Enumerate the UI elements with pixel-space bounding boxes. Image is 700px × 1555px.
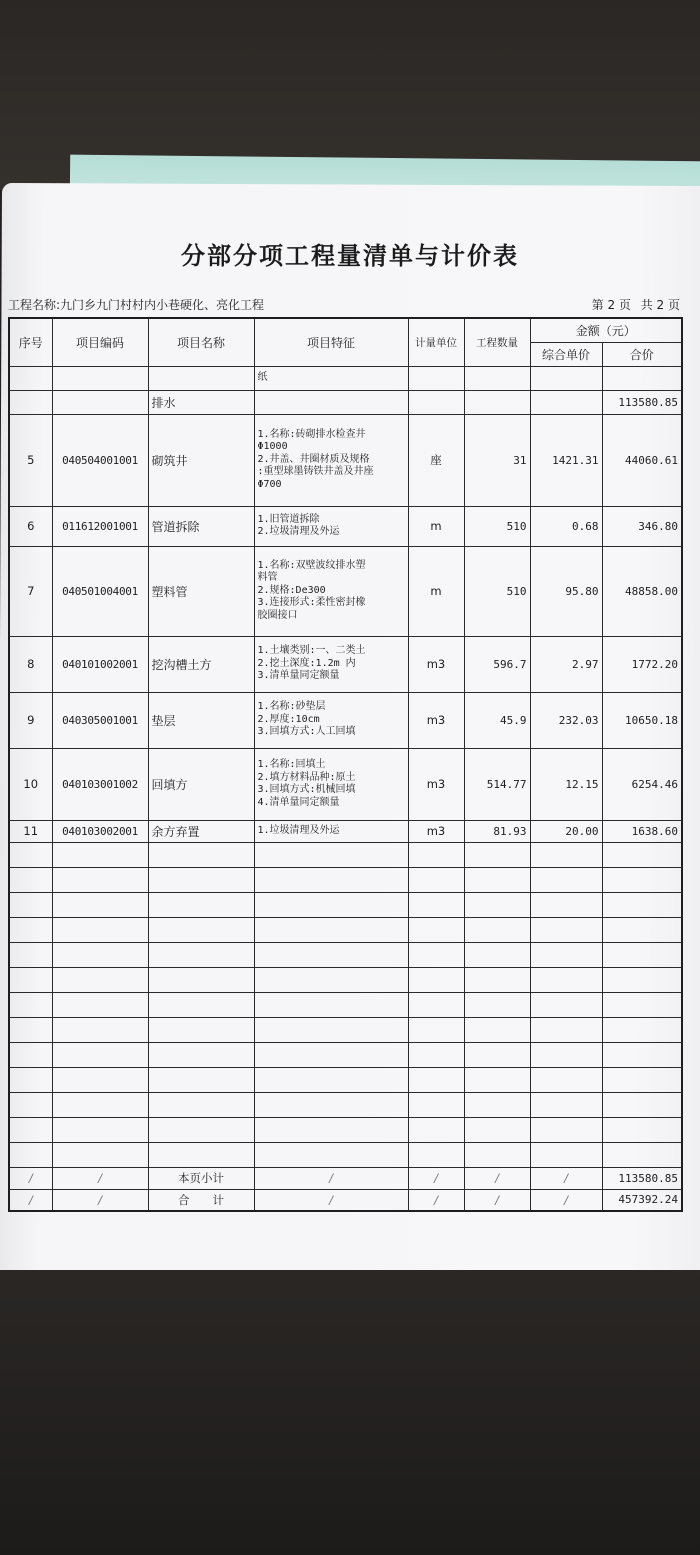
empty-cell	[530, 992, 602, 1017]
row-unit: m3	[408, 692, 464, 748]
slash-mark: /	[408, 1189, 464, 1211]
empty-cell	[52, 867, 148, 892]
empty-cell	[148, 992, 254, 1017]
empty-row	[9, 842, 682, 867]
empty-cell	[602, 867, 682, 892]
header-amount: 金额（元）	[530, 318, 682, 342]
empty-cell	[530, 1142, 602, 1167]
empty-cell	[9, 1067, 52, 1092]
empty-cell	[530, 1017, 602, 1042]
empty-cell	[464, 892, 530, 917]
row-name: 回填方	[148, 748, 254, 820]
table-row	[9, 692, 682, 748]
table-row	[9, 390, 682, 414]
row-seq: 10	[9, 748, 52, 820]
empty-cell	[52, 1092, 148, 1117]
empty-cell	[148, 867, 254, 892]
empty-cell	[464, 1092, 530, 1117]
empty-cell	[530, 1117, 602, 1142]
row-name	[148, 366, 254, 390]
row-seq: 11	[9, 820, 52, 842]
empty-cell	[148, 1067, 254, 1092]
row-code: 040103001002	[52, 748, 148, 820]
empty-cell	[148, 1117, 254, 1142]
empty-cell	[148, 1142, 254, 1167]
empty-cell	[408, 1142, 464, 1167]
row-code: 040305001001	[52, 692, 148, 748]
row-seq: 6	[9, 506, 52, 546]
empty-cell	[602, 992, 682, 1017]
row-feature: 纸	[254, 366, 408, 390]
row-name: 管道拆除	[148, 506, 254, 546]
subtotal-label: 本页小计	[148, 1167, 254, 1189]
header-unit: 计量单位	[408, 318, 464, 366]
page-info	[586, 296, 680, 313]
empty-row	[9, 892, 682, 917]
page-title: 分部分项工程量清单与计价表	[181, 241, 519, 270]
empty-cell	[52, 967, 148, 992]
empty-row	[9, 1117, 682, 1142]
row-unit: m	[408, 546, 464, 636]
empty-cell	[9, 1092, 52, 1117]
page-total: 共 2 页	[640, 298, 680, 312]
slash-mark: /	[530, 1189, 602, 1211]
empty-cell	[602, 842, 682, 867]
row-qty: 31	[464, 414, 530, 506]
empty-cell	[408, 842, 464, 867]
empty-cell	[254, 1092, 408, 1117]
empty-row	[9, 1067, 682, 1092]
row-seq: 8	[9, 636, 52, 692]
row-qty: 45.9	[464, 692, 530, 748]
table-row	[9, 366, 682, 390]
empty-cell	[602, 1142, 682, 1167]
page-number: 第 2 页	[591, 298, 631, 312]
row-unit	[408, 390, 464, 414]
empty-cell	[602, 1042, 682, 1067]
row-seq	[9, 366, 52, 390]
empty-cell	[464, 1042, 530, 1067]
row-unit-price: 2.97	[530, 636, 602, 692]
empty-cell	[602, 1092, 682, 1117]
empty-cell	[408, 892, 464, 917]
empty-cell	[148, 967, 254, 992]
empty-cell	[254, 992, 408, 1017]
row-total: 6254.46	[602, 748, 682, 820]
empty-cell	[408, 867, 464, 892]
slash-mark: /	[9, 1167, 52, 1189]
empty-cell	[408, 992, 464, 1017]
empty-cell	[530, 967, 602, 992]
row-unit: m3	[408, 748, 464, 820]
empty-cell	[148, 1092, 254, 1117]
row-unit-price: 232.03	[530, 692, 602, 748]
empty-row	[9, 1042, 682, 1067]
row-feature: 1.垃圾清理及外运	[254, 820, 408, 842]
table-row	[9, 820, 682, 842]
row-qty: 514.77	[464, 748, 530, 820]
row-total	[602, 366, 682, 390]
empty-cell	[254, 1042, 408, 1067]
table-row	[9, 636, 682, 692]
empty-cell	[408, 967, 464, 992]
row-feature: 1.土壤类别:一、二类土 2.挖土深度:1.2m 内 3.清单量同定额量	[254, 636, 408, 692]
empty-cell	[9, 842, 52, 867]
total-row	[9, 1189, 682, 1211]
row-unit	[408, 366, 464, 390]
empty-cell	[9, 1017, 52, 1042]
total-value: 457392.24	[602, 1189, 682, 1211]
header-row-1	[9, 318, 682, 342]
project-name: 九门乡九门村村内小巷硬化、亮化工程	[60, 298, 265, 312]
empty-cell	[9, 917, 52, 942]
header-total: 合价	[602, 342, 682, 366]
empty-cell	[52, 1142, 148, 1167]
empty-cell	[464, 1067, 530, 1092]
empty-row	[9, 917, 682, 942]
bill-of-quantities-table	[8, 317, 683, 1212]
empty-cell	[408, 1067, 464, 1092]
row-code: 040504001001	[52, 414, 148, 506]
row-qty: 510	[464, 506, 530, 546]
row-unit: m	[408, 506, 464, 546]
row-unit-price: 95.80	[530, 546, 602, 636]
row-feature: 1.旧管道拆除 2.垃圾清理及外运	[254, 506, 408, 546]
row-name: 排水	[148, 390, 254, 414]
empty-cell	[9, 1042, 52, 1067]
row-unit: 座	[408, 414, 464, 506]
header-unit-price: 综合单价	[530, 342, 602, 366]
empty-cell	[254, 967, 408, 992]
empty-cell	[530, 1042, 602, 1067]
empty-cell	[602, 1117, 682, 1142]
total-label: 合 计	[148, 1189, 254, 1211]
empty-cell	[254, 1067, 408, 1092]
header-feature: 项目特征	[254, 318, 408, 366]
row-code: 040103002001	[52, 820, 148, 842]
row-feature: 1.名称:回填土 2.填方材料品种:原土 3.回填方式:机械回填 4.清单量同定额量	[254, 748, 408, 820]
empty-cell	[530, 1092, 602, 1117]
table-row	[9, 414, 682, 506]
empty-cell	[408, 1042, 464, 1067]
empty-row	[9, 992, 682, 1017]
empty-cell	[254, 1017, 408, 1042]
row-qty: 596.7	[464, 636, 530, 692]
slash-mark: /	[464, 1167, 530, 1189]
row-unit: m3	[408, 636, 464, 692]
empty-row	[9, 967, 682, 992]
row-feature: 1.名称:砖砌排水检查井 Φ1000 2.井盖、井圈材质及规格 :重型球墨铸铁井盖及井座 Φ700	[254, 414, 408, 506]
empty-cell	[148, 917, 254, 942]
empty-cell	[148, 1042, 254, 1067]
slash-mark: /	[52, 1167, 148, 1189]
empty-cell	[530, 842, 602, 867]
empty-row	[9, 942, 682, 967]
row-qty: 510	[464, 546, 530, 636]
header-qty: 工程数量	[464, 318, 530, 366]
document-meta	[8, 296, 680, 313]
empty-cell	[52, 1117, 148, 1142]
empty-cell	[148, 1017, 254, 1042]
empty-row	[9, 1017, 682, 1042]
background-bottom	[0, 1270, 700, 1555]
table-row	[9, 546, 682, 636]
row-name: 挖沟槽土方	[148, 636, 254, 692]
row-total: 113580.85	[602, 390, 682, 414]
table-row	[9, 748, 682, 820]
empty-cell	[464, 842, 530, 867]
row-total: 1772.20	[602, 636, 682, 692]
row-unit-price: 1421.31	[530, 414, 602, 506]
empty-row	[9, 1142, 682, 1167]
row-unit-price	[530, 390, 602, 414]
empty-cell	[52, 1067, 148, 1092]
empty-cell	[464, 967, 530, 992]
empty-cell	[9, 992, 52, 1017]
empty-cell	[408, 1092, 464, 1117]
row-qty	[464, 366, 530, 390]
table-row	[9, 506, 682, 546]
empty-cell	[602, 967, 682, 992]
empty-cell	[52, 1042, 148, 1067]
empty-cell	[254, 1117, 408, 1142]
project-label: 工程名称:	[8, 298, 61, 312]
empty-cell	[602, 1017, 682, 1042]
empty-row	[9, 867, 682, 892]
row-unit-price: 20.00	[530, 820, 602, 842]
slash-mark: /	[254, 1167, 408, 1189]
empty-cell	[9, 892, 52, 917]
slash-mark: /	[254, 1189, 408, 1211]
row-seq	[9, 390, 52, 414]
empty-cell	[530, 892, 602, 917]
row-feature: 1.名称:双壁波纹排水塑 料管 2.规格:De300 3.连接形式:柔性密封橡 胶圈接口	[254, 546, 408, 636]
empty-cell	[602, 1067, 682, 1092]
empty-cell	[9, 942, 52, 967]
empty-cell	[52, 892, 148, 917]
empty-cell	[408, 917, 464, 942]
empty-cell	[464, 1017, 530, 1042]
row-name: 垫层	[148, 692, 254, 748]
empty-cell	[254, 867, 408, 892]
empty-cell	[52, 842, 148, 867]
header-code: 项目编码	[52, 318, 148, 366]
empty-cell	[254, 842, 408, 867]
row-unit-price: 12.15	[530, 748, 602, 820]
empty-cell	[464, 917, 530, 942]
row-seq: 9	[9, 692, 52, 748]
empty-cell	[602, 942, 682, 967]
row-unit-price: 0.68	[530, 506, 602, 546]
empty-cell	[602, 917, 682, 942]
row-total: 44060.61	[602, 414, 682, 506]
row-total: 346.80	[602, 506, 682, 546]
empty-cell	[9, 1142, 52, 1167]
empty-cell	[148, 892, 254, 917]
empty-cell	[52, 942, 148, 967]
empty-cell	[464, 1117, 530, 1142]
row-code: 040501004001	[52, 546, 148, 636]
table-body	[9, 366, 682, 1167]
row-total: 48858.00	[602, 546, 682, 636]
empty-row	[9, 1092, 682, 1117]
empty-cell	[52, 1017, 148, 1042]
slash-mark: /	[464, 1189, 530, 1211]
row-code: 040101002001	[52, 636, 148, 692]
empty-cell	[530, 867, 602, 892]
empty-cell	[254, 1142, 408, 1167]
subtotal-value: 113580.85	[602, 1167, 682, 1189]
empty-cell	[408, 1017, 464, 1042]
row-unit: m3	[408, 820, 464, 842]
empty-cell	[408, 1117, 464, 1142]
row-feature	[254, 390, 408, 414]
empty-cell	[464, 942, 530, 967]
empty-cell	[530, 1067, 602, 1092]
row-seq: 7	[9, 546, 52, 636]
empty-cell	[464, 992, 530, 1017]
empty-cell	[52, 992, 148, 1017]
row-code	[52, 390, 148, 414]
project-info	[8, 296, 264, 313]
row-name: 塑料管	[148, 546, 254, 636]
empty-cell	[9, 967, 52, 992]
row-total: 1638.60	[602, 820, 682, 842]
empty-cell	[148, 942, 254, 967]
subtotal-row	[9, 1167, 682, 1189]
row-total: 10650.18	[602, 692, 682, 748]
slash-mark: /	[9, 1189, 52, 1211]
empty-cell	[530, 917, 602, 942]
header-name: 项目名称	[148, 318, 254, 366]
slash-mark: /	[530, 1167, 602, 1189]
slash-mark: /	[408, 1167, 464, 1189]
empty-cell	[9, 867, 52, 892]
empty-cell	[602, 892, 682, 917]
row-seq: 5	[9, 414, 52, 506]
empty-cell	[408, 942, 464, 967]
row-code: 011612001001	[52, 506, 148, 546]
empty-cell	[9, 1117, 52, 1142]
empty-cell	[254, 942, 408, 967]
row-name: 余方弃置	[148, 820, 254, 842]
header-seq: 序号	[9, 318, 52, 366]
row-qty: 81.93	[464, 820, 530, 842]
empty-cell	[52, 917, 148, 942]
empty-cell	[464, 867, 530, 892]
row-qty	[464, 390, 530, 414]
empty-cell	[148, 842, 254, 867]
slash-mark: /	[52, 1189, 148, 1211]
empty-cell	[464, 1142, 530, 1167]
row-name: 砌筑井	[148, 414, 254, 506]
row-code	[52, 366, 148, 390]
empty-cell	[254, 892, 408, 917]
empty-cell	[530, 942, 602, 967]
empty-cell	[254, 917, 408, 942]
row-feature: 1.名称:砂垫层 2.厚度:10cm 3.回填方式:人工回填	[254, 692, 408, 748]
row-unit-price	[530, 366, 602, 390]
